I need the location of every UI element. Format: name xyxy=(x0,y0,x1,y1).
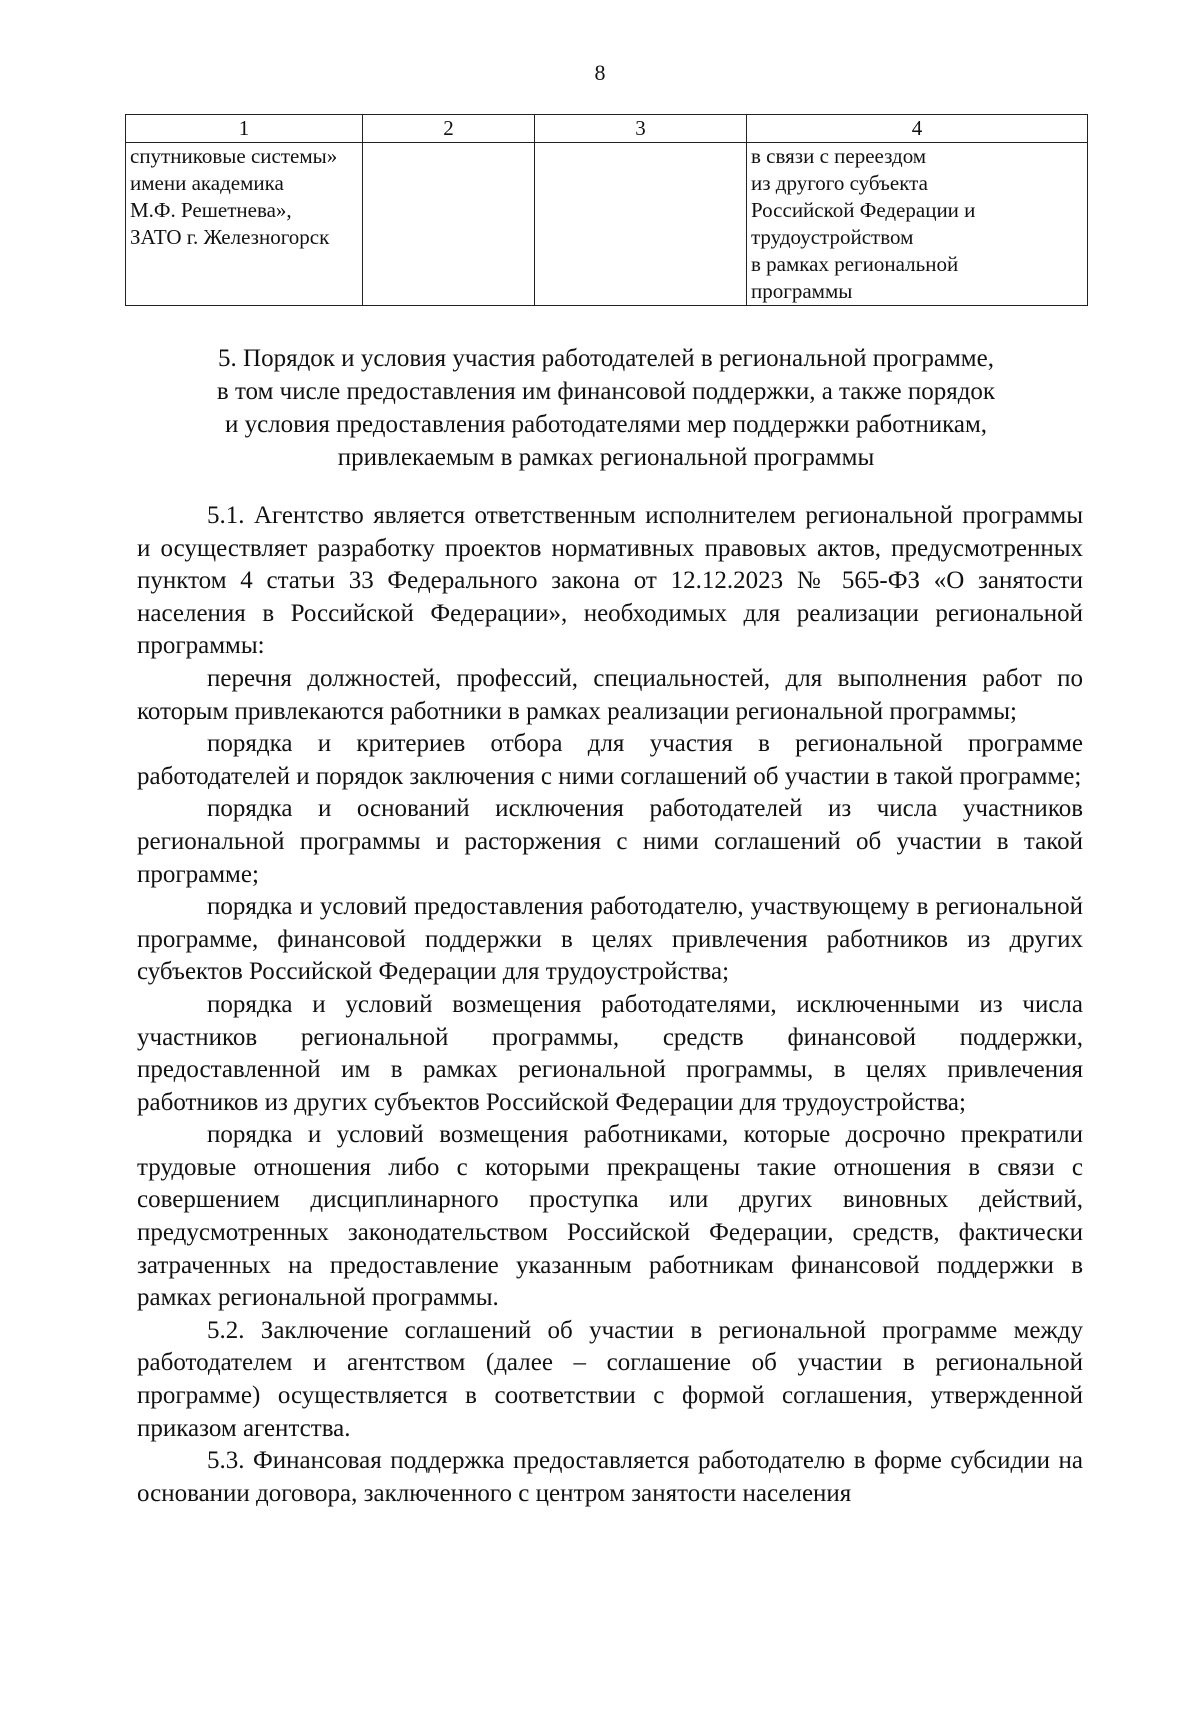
table-header-col-2: 2 xyxy=(363,115,535,143)
table-header-col-1: 1 xyxy=(126,115,363,143)
paragraph-5-2: 5.2. Заключение соглашений об участии в региональной программе между работодателем и агентством (далее – соглашение об участии в региональной программе) осуществляется в соответствии с формой соглашения, утвержденной приказом агентства. xyxy=(137,1316,1083,1442)
continuation-table xyxy=(125,114,1088,306)
section-title-line: в том числе предоставления им финансовой поддержки, а также порядок xyxy=(216,378,996,405)
section-title-line: 5. Порядок и условия участия работодателей в региональной программе, xyxy=(218,345,994,372)
list-item-financial-support: порядка и условий предоставления работодателю, участвующему в региональной программе, финансовой поддержки в целях привлечения работников из других субъектов Российской Федерации для трудоустройства; xyxy=(137,893,1083,986)
cell-line: ЗАТО г. Железногорск xyxy=(130,225,330,249)
list-item-employee-reimbursement: порядка и условий возмещения работниками, которые досрочно прекратили трудовые отношения либо с которыми прекращены такие отношения в связи с совершением дисциплинарного проступка или других виновных действий, предусмотренных законодательством Российской Федерации, средств, фактически затраченных на предоставление указанным работникам финансовой поддержки в рамках региональной программы. xyxy=(137,1121,1083,1312)
list-item-selection-procedure: порядка и критериев отбора для участия в региональной программе работодателей и порядок заключения с ними соглашений об участии в такой программе; xyxy=(137,730,1083,790)
table-cell-reason xyxy=(747,143,1088,306)
cell-line: спутниковые системы» xyxy=(130,144,338,168)
cell-line: в рамках региональной xyxy=(751,252,959,276)
table-header-col-3: 3 xyxy=(535,115,747,143)
table-cell-col-3 xyxy=(535,143,747,306)
cell-line: имени академика xyxy=(130,171,284,195)
page-number: 8 xyxy=(594,60,606,85)
table-header-row xyxy=(126,115,1088,143)
list-item-employer-reimbursement: порядка и условий возмещения работодателями, исключенными из числа участников региональной программы, средств финансовой поддержки, предоставленной им в рамках региональной программы, в целях привлечения работников из других субъектов Российской Федерации для трудоустройства; xyxy=(137,990,1083,1116)
cell-line: в связи с переездом xyxy=(751,144,927,168)
section-title xyxy=(125,342,1087,474)
list-item-exclusion-procedure: порядка и оснований исключения работодателей из числа участников региональной программы и расторжения с ними соглашений об участии в такой программе; xyxy=(137,795,1083,888)
paragraph-5-1: 5.1. Агентство является ответственным исполнителем региональной программы и осуществляет разработку проектов нормативных правовых актов, предусмотренных пунктом 4 статьи 33 Федерального закона от 12.12.2023 № 565-ФЗ «О занятости населения в Российской Федерации», необходимых для реализации региональной программы: xyxy=(137,502,1083,660)
table-row xyxy=(126,143,1088,306)
cell-line: М.Ф. Решетнева», xyxy=(130,198,292,222)
table-cell-col-2 xyxy=(363,143,535,306)
section-title-line: привлекаемым в рамках региональной программы xyxy=(337,444,875,471)
paragraph-5-3: 5.3. Финансовая поддержка предоставляется работодателю в форме субсидии на основании договора, заключенного с центром занятости населения xyxy=(137,1447,1083,1507)
section-body xyxy=(137,500,1083,1510)
table-header-col-4: 4 xyxy=(747,115,1088,143)
cell-line: Российской Федерации и xyxy=(751,198,976,222)
table-cell-organization xyxy=(126,143,363,306)
section-title-line: и условия предоставления работодателями мер поддержки работникам, xyxy=(224,411,988,438)
cell-line: программы xyxy=(751,279,853,303)
list-item-positions-list: перечня должностей, профессий, специальностей, для выполнения работ по которым привлекаются работники в рамках реализации региональной программы; xyxy=(137,664,1083,725)
cell-line: из другого субъекта xyxy=(751,171,928,195)
cell-line: трудоустройством xyxy=(751,225,914,249)
